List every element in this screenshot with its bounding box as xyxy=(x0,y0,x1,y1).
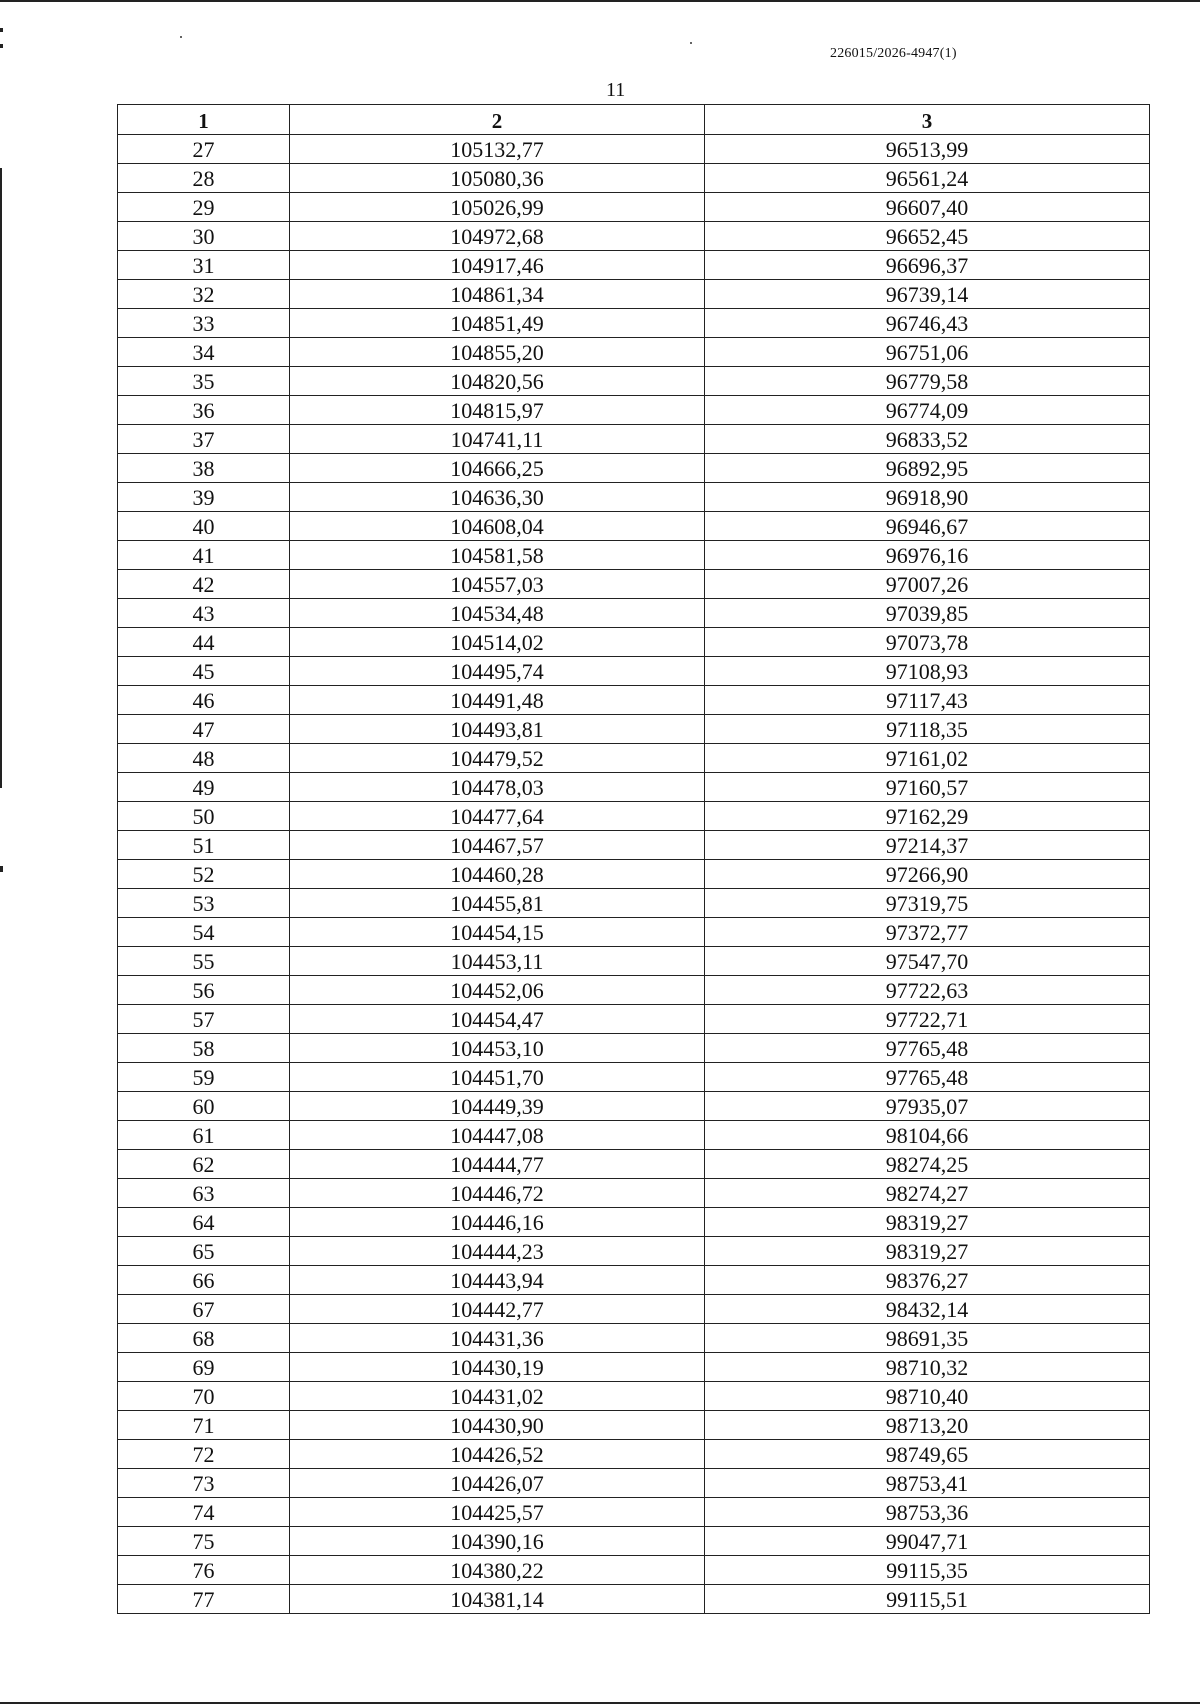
point-number-cell: 33 xyxy=(118,309,290,338)
table-row xyxy=(118,1556,1150,1585)
x-coordinate-cell: 104467,57 xyxy=(290,831,705,860)
table-row xyxy=(118,193,1150,222)
table-row xyxy=(118,222,1150,251)
point-number-cell: 44 xyxy=(118,628,290,657)
y-coordinate-cell: 96751,06 xyxy=(705,338,1150,367)
point-number-cell: 65 xyxy=(118,1237,290,1266)
point-number-cell: 61 xyxy=(118,1121,290,1150)
point-number-cell: 67 xyxy=(118,1295,290,1324)
y-coordinate-cell: 97007,26 xyxy=(705,570,1150,599)
x-coordinate-cell: 104608,04 xyxy=(290,512,705,541)
table-row xyxy=(118,1498,1150,1527)
y-coordinate-cell: 96779,58 xyxy=(705,367,1150,396)
table-row xyxy=(118,628,1150,657)
point-number-cell: 50 xyxy=(118,802,290,831)
x-coordinate-cell: 104666,25 xyxy=(290,454,705,483)
y-coordinate-cell: 98713,20 xyxy=(705,1411,1150,1440)
y-coordinate-cell: 97073,78 xyxy=(705,628,1150,657)
table-row xyxy=(118,338,1150,367)
table-row xyxy=(118,1295,1150,1324)
table-row xyxy=(118,802,1150,831)
table-row xyxy=(118,1585,1150,1614)
y-coordinate-cell: 96652,45 xyxy=(705,222,1150,251)
table-row xyxy=(118,1411,1150,1440)
x-coordinate-cell: 104820,56 xyxy=(290,367,705,396)
x-coordinate-cell: 104443,94 xyxy=(290,1266,705,1295)
y-coordinate-cell: 96976,16 xyxy=(705,541,1150,570)
y-coordinate-cell: 99115,35 xyxy=(705,1556,1150,1585)
point-number-cell: 75 xyxy=(118,1527,290,1556)
table-row xyxy=(118,251,1150,280)
x-coordinate-cell: 104972,68 xyxy=(290,222,705,251)
point-number-cell: 36 xyxy=(118,396,290,425)
table-row xyxy=(118,1353,1150,1382)
y-coordinate-cell: 97765,48 xyxy=(705,1063,1150,1092)
y-coordinate-cell: 97161,02 xyxy=(705,744,1150,773)
y-coordinate-cell: 97722,63 xyxy=(705,976,1150,1005)
x-coordinate-cell: 104452,06 xyxy=(290,976,705,1005)
table-row xyxy=(118,425,1150,454)
table-row xyxy=(118,1324,1150,1353)
point-number-cell: 64 xyxy=(118,1208,290,1237)
y-coordinate-cell: 98274,25 xyxy=(705,1150,1150,1179)
table-row xyxy=(118,512,1150,541)
point-number-cell: 31 xyxy=(118,251,290,280)
x-coordinate-cell: 105080,36 xyxy=(290,164,705,193)
y-coordinate-cell: 96892,95 xyxy=(705,454,1150,483)
point-number-cell: 58 xyxy=(118,1034,290,1063)
point-number-cell: 49 xyxy=(118,773,290,802)
x-coordinate-cell: 104444,23 xyxy=(290,1237,705,1266)
y-coordinate-cell: 96774,09 xyxy=(705,396,1150,425)
x-coordinate-cell: 104431,36 xyxy=(290,1324,705,1353)
point-number-cell: 48 xyxy=(118,744,290,773)
point-number-cell: 30 xyxy=(118,222,290,251)
table-row xyxy=(118,744,1150,773)
y-coordinate-cell: 97162,29 xyxy=(705,802,1150,831)
table-row xyxy=(118,1527,1150,1556)
point-number-cell: 41 xyxy=(118,541,290,570)
x-coordinate-cell: 104444,77 xyxy=(290,1150,705,1179)
y-coordinate-cell: 97214,37 xyxy=(705,831,1150,860)
point-number-cell: 46 xyxy=(118,686,290,715)
y-coordinate-cell: 97547,70 xyxy=(705,947,1150,976)
table-row xyxy=(118,889,1150,918)
table-row xyxy=(118,976,1150,1005)
x-coordinate-cell: 104451,70 xyxy=(290,1063,705,1092)
table-row xyxy=(118,657,1150,686)
point-number-cell: 32 xyxy=(118,280,290,309)
point-number-cell: 38 xyxy=(118,454,290,483)
x-coordinate-cell: 104861,34 xyxy=(290,280,705,309)
y-coordinate-cell: 98376,27 xyxy=(705,1266,1150,1295)
point-number-cell: 43 xyxy=(118,599,290,628)
y-coordinate-cell: 98691,35 xyxy=(705,1324,1150,1353)
x-coordinate-cell: 104636,30 xyxy=(290,483,705,512)
point-number-cell: 35 xyxy=(118,367,290,396)
point-number-cell: 51 xyxy=(118,831,290,860)
y-coordinate-cell: 99115,51 xyxy=(705,1585,1150,1614)
y-coordinate-cell: 96946,67 xyxy=(705,512,1150,541)
y-coordinate-cell: 96513,99 xyxy=(705,135,1150,164)
y-coordinate-cell: 97319,75 xyxy=(705,889,1150,918)
point-number-cell: 52 xyxy=(118,860,290,889)
x-coordinate-cell: 104454,47 xyxy=(290,1005,705,1034)
x-coordinate-cell: 104453,11 xyxy=(290,947,705,976)
x-coordinate-cell: 104851,49 xyxy=(290,309,705,338)
x-coordinate-cell: 104493,81 xyxy=(290,715,705,744)
point-number-cell: 60 xyxy=(118,1092,290,1121)
table-row xyxy=(118,1034,1150,1063)
point-number-cell: 71 xyxy=(118,1411,290,1440)
table-row xyxy=(118,1063,1150,1092)
table-body xyxy=(118,135,1150,1614)
y-coordinate-cell: 98710,40 xyxy=(705,1382,1150,1411)
y-coordinate-cell: 98749,65 xyxy=(705,1440,1150,1469)
column-header-3: 3 xyxy=(705,105,1150,135)
table-row xyxy=(118,1266,1150,1295)
y-coordinate-cell: 97118,35 xyxy=(705,715,1150,744)
x-coordinate-cell: 105132,77 xyxy=(290,135,705,164)
x-coordinate-cell: 104479,52 xyxy=(290,744,705,773)
point-number-cell: 76 xyxy=(118,1556,290,1585)
table-row xyxy=(118,396,1150,425)
table-row xyxy=(118,1179,1150,1208)
scan-edge-mark xyxy=(0,28,3,32)
y-coordinate-cell: 98753,36 xyxy=(705,1498,1150,1527)
table-row xyxy=(118,309,1150,338)
x-coordinate-cell: 104453,10 xyxy=(290,1034,705,1063)
table-row xyxy=(118,1208,1150,1237)
scan-dot xyxy=(690,42,692,44)
point-number-cell: 70 xyxy=(118,1382,290,1411)
y-coordinate-cell: 96696,37 xyxy=(705,251,1150,280)
column-header-2: 2 xyxy=(290,105,705,135)
x-coordinate-cell: 104442,77 xyxy=(290,1295,705,1324)
point-number-cell: 28 xyxy=(118,164,290,193)
table-header-row xyxy=(118,105,1150,135)
y-coordinate-cell: 96833,52 xyxy=(705,425,1150,454)
point-number-cell: 29 xyxy=(118,193,290,222)
page-bottom-border xyxy=(0,1702,1200,1704)
y-coordinate-cell: 96918,90 xyxy=(705,483,1150,512)
y-coordinate-cell: 97765,48 xyxy=(705,1034,1150,1063)
x-coordinate-cell: 104495,74 xyxy=(290,657,705,686)
y-coordinate-cell: 97722,71 xyxy=(705,1005,1150,1034)
y-coordinate-cell: 98274,27 xyxy=(705,1179,1150,1208)
x-coordinate-cell: 104431,02 xyxy=(290,1382,705,1411)
y-coordinate-cell: 96739,14 xyxy=(705,280,1150,309)
x-coordinate-cell: 104741,11 xyxy=(290,425,705,454)
y-coordinate-cell: 97266,90 xyxy=(705,860,1150,889)
x-coordinate-cell: 104447,08 xyxy=(290,1121,705,1150)
coordinates-table xyxy=(117,104,1150,1614)
y-coordinate-cell: 98753,41 xyxy=(705,1469,1150,1498)
point-number-cell: 72 xyxy=(118,1440,290,1469)
point-number-cell: 73 xyxy=(118,1469,290,1498)
point-number-cell: 74 xyxy=(118,1498,290,1527)
point-number-cell: 69 xyxy=(118,1353,290,1382)
x-coordinate-cell: 104430,19 xyxy=(290,1353,705,1382)
table-row xyxy=(118,1469,1150,1498)
table-row xyxy=(118,570,1150,599)
table-row xyxy=(118,1005,1150,1034)
y-coordinate-cell: 97117,43 xyxy=(705,686,1150,715)
x-coordinate-cell: 104581,58 xyxy=(290,541,705,570)
column-header-1: 1 xyxy=(118,105,290,135)
document-id: 226015/2026-4947(1) xyxy=(830,46,957,61)
scan-edge-mark xyxy=(0,44,3,48)
point-number-cell: 62 xyxy=(118,1150,290,1179)
y-coordinate-cell: 98104,66 xyxy=(705,1121,1150,1150)
y-coordinate-cell: 97039,85 xyxy=(705,599,1150,628)
table-row xyxy=(118,483,1150,512)
point-number-cell: 57 xyxy=(118,1005,290,1034)
y-coordinate-cell: 97160,57 xyxy=(705,773,1150,802)
x-coordinate-cell: 104477,64 xyxy=(290,802,705,831)
point-number-cell: 59 xyxy=(118,1063,290,1092)
point-number-cell: 40 xyxy=(118,512,290,541)
table-row xyxy=(118,860,1150,889)
table-row xyxy=(118,947,1150,976)
point-number-cell: 54 xyxy=(118,918,290,947)
table-row xyxy=(118,918,1150,947)
scan-edge-mark xyxy=(0,866,3,872)
y-coordinate-cell: 98432,14 xyxy=(705,1295,1150,1324)
y-coordinate-cell: 99047,71 xyxy=(705,1527,1150,1556)
y-coordinate-cell: 98710,32 xyxy=(705,1353,1150,1382)
point-number-cell: 34 xyxy=(118,338,290,367)
table-row xyxy=(118,541,1150,570)
table-row xyxy=(118,280,1150,309)
point-number-cell: 42 xyxy=(118,570,290,599)
point-number-cell: 53 xyxy=(118,889,290,918)
y-coordinate-cell: 96561,24 xyxy=(705,164,1150,193)
x-coordinate-cell: 104425,57 xyxy=(290,1498,705,1527)
table-row xyxy=(118,135,1150,164)
y-coordinate-cell: 96607,40 xyxy=(705,193,1150,222)
point-number-cell: 27 xyxy=(118,135,290,164)
point-number-cell: 66 xyxy=(118,1266,290,1295)
x-coordinate-cell: 104449,39 xyxy=(290,1092,705,1121)
y-coordinate-cell: 97935,07 xyxy=(705,1092,1150,1121)
table-row xyxy=(118,715,1150,744)
point-number-cell: 37 xyxy=(118,425,290,454)
y-coordinate-cell: 98319,27 xyxy=(705,1237,1150,1266)
x-coordinate-cell: 104380,22 xyxy=(290,1556,705,1585)
y-coordinate-cell: 97372,77 xyxy=(705,918,1150,947)
table-row xyxy=(118,1382,1150,1411)
x-coordinate-cell: 104557,03 xyxy=(290,570,705,599)
x-coordinate-cell: 104460,28 xyxy=(290,860,705,889)
point-number-cell: 63 xyxy=(118,1179,290,1208)
x-coordinate-cell: 104390,16 xyxy=(290,1527,705,1556)
table-row xyxy=(118,454,1150,483)
point-number-cell: 77 xyxy=(118,1585,290,1614)
x-coordinate-cell: 104491,48 xyxy=(290,686,705,715)
x-coordinate-cell: 104381,14 xyxy=(290,1585,705,1614)
table-row xyxy=(118,773,1150,802)
x-coordinate-cell: 104426,07 xyxy=(290,1469,705,1498)
scan-edge-mark xyxy=(0,168,2,788)
table-row xyxy=(118,599,1150,628)
table-row xyxy=(118,1440,1150,1469)
point-number-cell: 39 xyxy=(118,483,290,512)
scan-dot xyxy=(180,36,182,38)
x-coordinate-cell: 104917,46 xyxy=(290,251,705,280)
table-row xyxy=(118,164,1150,193)
point-number-cell: 55 xyxy=(118,947,290,976)
x-coordinate-cell: 105026,99 xyxy=(290,193,705,222)
x-coordinate-cell: 104534,48 xyxy=(290,599,705,628)
table-row xyxy=(118,1150,1150,1179)
point-number-cell: 68 xyxy=(118,1324,290,1353)
page-top-border xyxy=(0,0,1200,2)
table-row xyxy=(118,1092,1150,1121)
x-coordinate-cell: 104514,02 xyxy=(290,628,705,657)
table-row xyxy=(118,686,1150,715)
y-coordinate-cell: 96746,43 xyxy=(705,309,1150,338)
point-number-cell: 47 xyxy=(118,715,290,744)
point-number-cell: 56 xyxy=(118,976,290,1005)
point-number-cell: 45 xyxy=(118,657,290,686)
table-row xyxy=(118,1121,1150,1150)
table-row xyxy=(118,831,1150,860)
x-coordinate-cell: 104455,81 xyxy=(290,889,705,918)
table-row xyxy=(118,367,1150,396)
y-coordinate-cell: 97108,93 xyxy=(705,657,1150,686)
table-row xyxy=(118,1237,1150,1266)
x-coordinate-cell: 104426,52 xyxy=(290,1440,705,1469)
x-coordinate-cell: 104855,20 xyxy=(290,338,705,367)
y-coordinate-cell: 98319,27 xyxy=(705,1208,1150,1237)
x-coordinate-cell: 104454,15 xyxy=(290,918,705,947)
x-coordinate-cell: 104430,90 xyxy=(290,1411,705,1440)
x-coordinate-cell: 104478,03 xyxy=(290,773,705,802)
page-number: 11 xyxy=(606,79,626,101)
x-coordinate-cell: 104446,72 xyxy=(290,1179,705,1208)
x-coordinate-cell: 104815,97 xyxy=(290,396,705,425)
x-coordinate-cell: 104446,16 xyxy=(290,1208,705,1237)
